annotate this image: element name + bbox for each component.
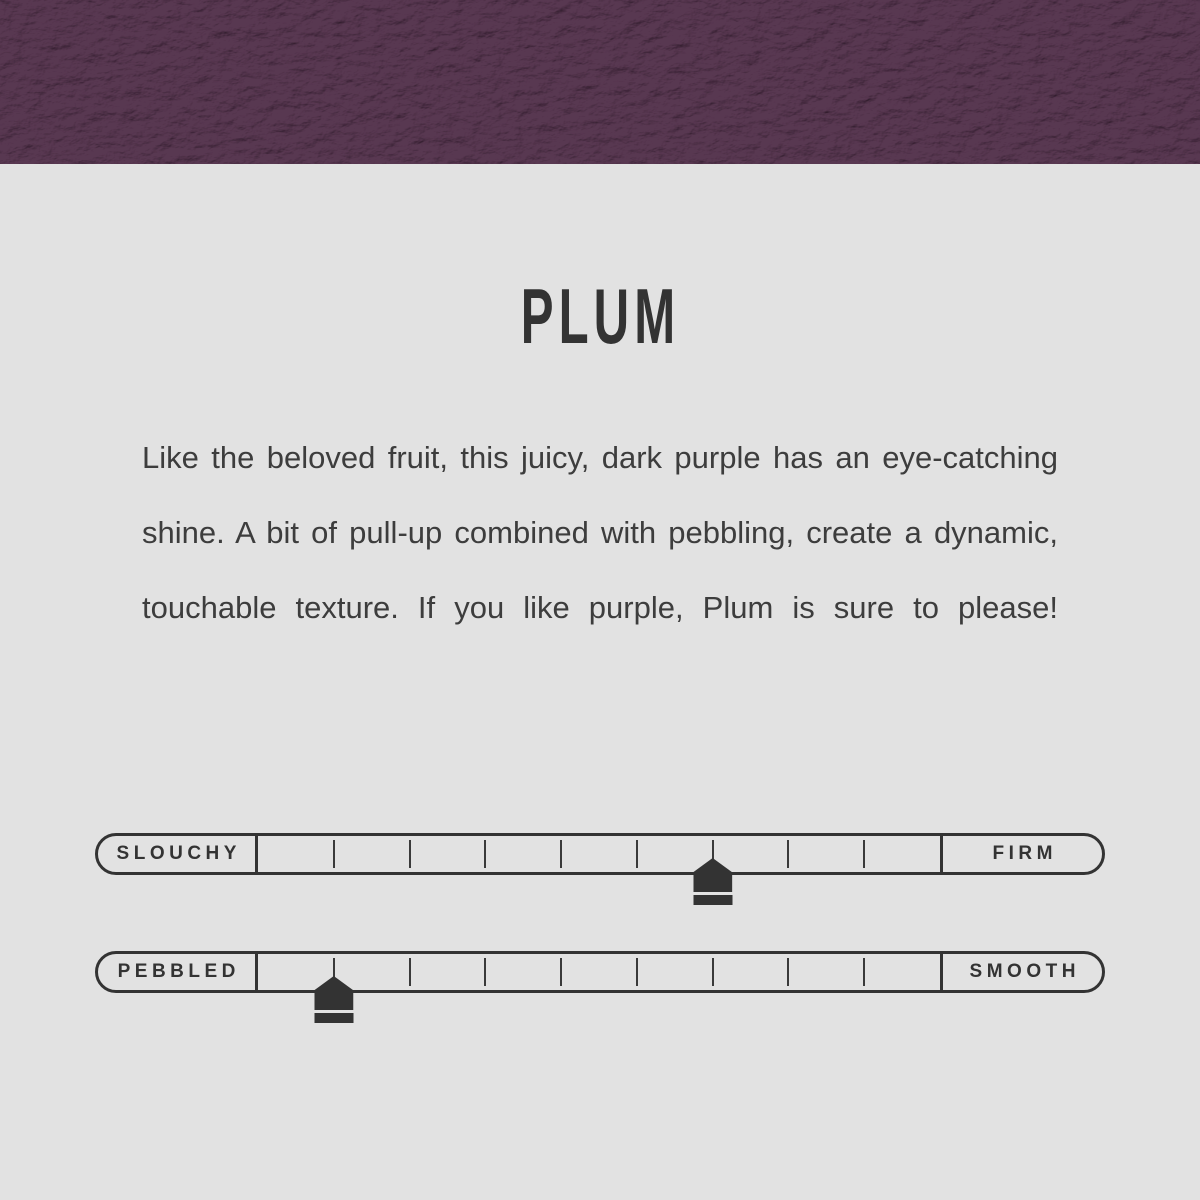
marker-base-bar xyxy=(314,1013,353,1023)
tick-mark xyxy=(560,840,562,868)
scale-position-marker-icon xyxy=(314,976,353,1023)
tick-mark xyxy=(636,958,638,986)
scale-right-label: SMOOTH xyxy=(969,961,1080,982)
scale-left-cap xyxy=(98,836,258,872)
page-title xyxy=(0,272,1200,360)
scale-pill xyxy=(95,833,1105,875)
tick-mark xyxy=(712,958,714,986)
tick-mark xyxy=(409,840,411,868)
page-title-text: PLUM xyxy=(520,272,680,360)
color-description xyxy=(142,420,1058,645)
scale-right-cap xyxy=(940,954,1102,990)
tick-mark xyxy=(484,958,486,986)
scale-right-label: FIRM xyxy=(992,843,1057,864)
scale-grain xyxy=(95,951,1105,993)
tick-mark xyxy=(863,840,865,868)
leather-texture-graphic xyxy=(0,0,1200,164)
tick-mark xyxy=(560,958,562,986)
scale-softness xyxy=(95,833,1105,875)
tick-mark xyxy=(787,958,789,986)
scale-left-cap xyxy=(98,954,258,990)
tick-mark xyxy=(409,958,411,986)
marker-base-bar xyxy=(693,895,732,905)
tick-mark xyxy=(787,840,789,868)
scale-left-label: PEBBLED xyxy=(117,961,240,982)
scale-track xyxy=(258,954,940,990)
tick-mark xyxy=(636,840,638,868)
marker-nib-icon xyxy=(693,858,732,892)
description-line: Like the beloved fruit, this juicy, dark purple has an eye-catching xyxy=(142,440,1058,475)
description-line: touchable texture. If you like purple, Plum is sure to please! xyxy=(142,590,1058,625)
leather-swatch-image xyxy=(0,0,1200,164)
tick-mark xyxy=(333,840,335,868)
tick-mark xyxy=(484,840,486,868)
marker-nib-icon xyxy=(314,976,353,1010)
scale-track xyxy=(258,836,940,872)
description-line: shine. A bit of pull-up combined with pebbling, create a dynamic, xyxy=(142,515,1058,550)
scale-left-label: SLOUCHY xyxy=(116,843,241,864)
tick-mark xyxy=(863,958,865,986)
scale-right-cap xyxy=(940,836,1102,872)
scale-pill xyxy=(95,951,1105,993)
texture-scales xyxy=(95,833,1105,993)
scale-position-marker-icon xyxy=(693,858,732,905)
